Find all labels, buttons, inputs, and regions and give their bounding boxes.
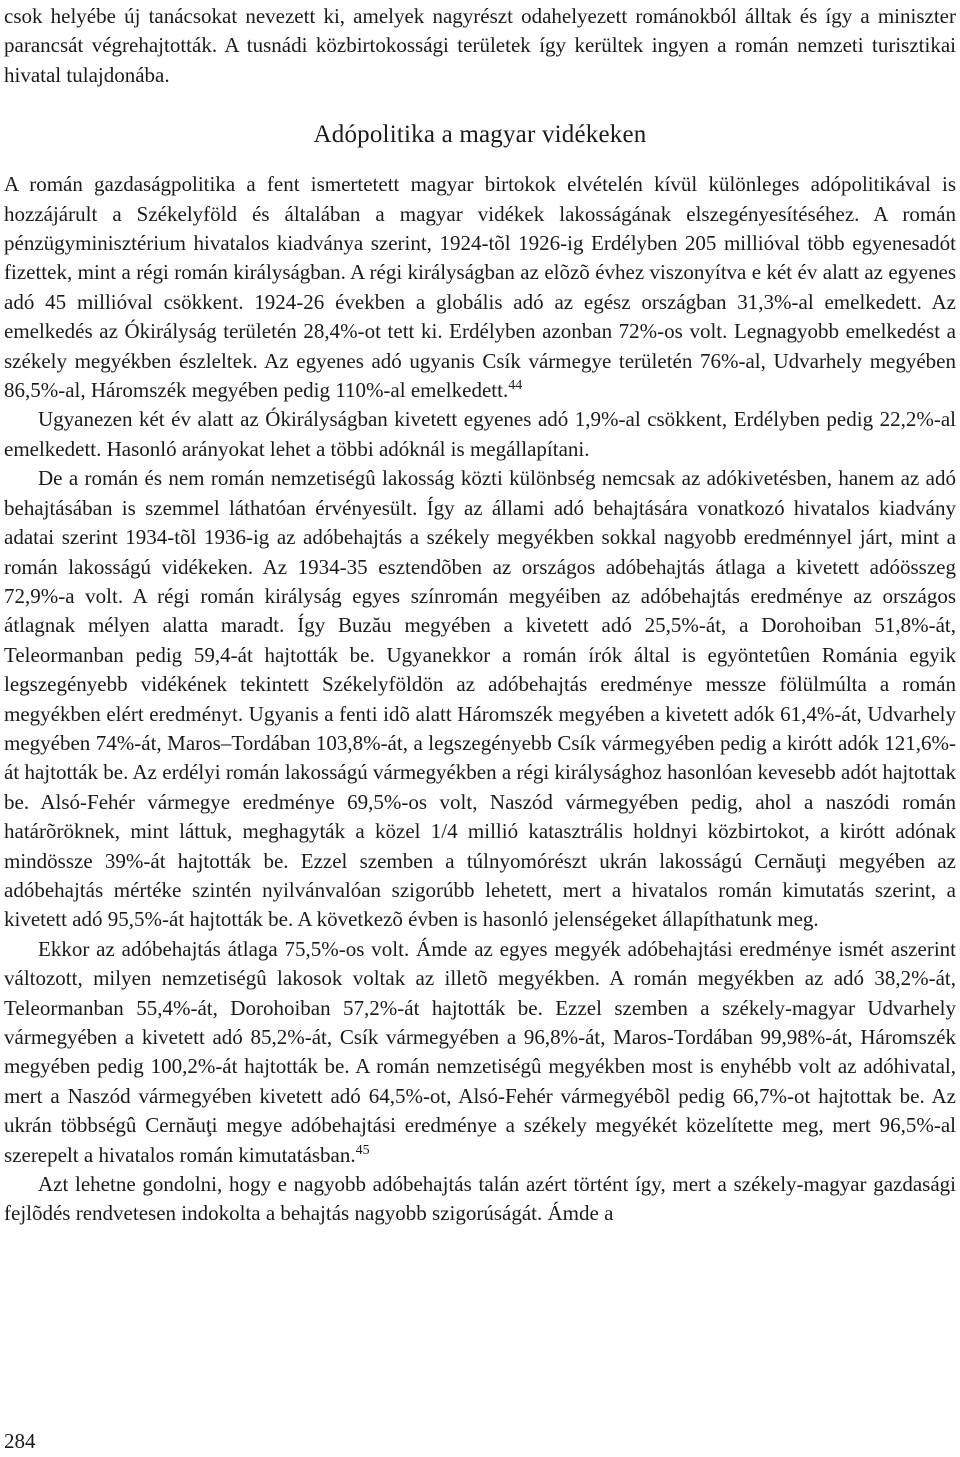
paragraph-text: A román gazdaságpolitika a fent ismertetett magyar birtokok elvételén kívül különleges adópolitikával is hozzájárult a Székelyföld és általában a magyar vidékek lakosságának elszegényesítéséhez. A román pénzügyminisztérium hivatalos kiadványa szerint, 1924-tõl 1926-ig Erdélyben 205 millióval több egyenesadót fizettek, mint a régi román királyságban. A régi királyságban az elõzõ évhez viszonyítva e két év alatt az egyenes adó 45 millióval csökkent. 1924-26 években a globális adó az egész országban 31,3%-al emelkedett. Az emelkedés az Ókirályság területén 28,4%-ot tett ki. Erdélyben azonban 72%-os volt. Legnagyobb emelkedést a székely megyékben észleltek. Az egyenes adó ugyanis Csík vármegye területén 76%-al, Udvarhely megyében 86,5%-al, Háromszék megyében pedig 110%-al emelkedett. bbox=[4, 172, 956, 403]
paragraph-1 bbox=[4, 170, 956, 405]
paragraph-text: De a román és nem román nemzetiségû lakosság közti különbség nemcsak az adókivetésben, hanem az adó behajtásában is szemmel láthatóan érvényesült. Így az állami adó behajtására vonatkozó hivatalos kiadvány adatai szerint 1934-tõl 1936-ig az adóbehajtás a székely megyékben sokkal nagyobb eredménnyel járt, mint a román lakosságú vidékeken. Az 1934-35 esztendõben az országos adóbehajtás átlaga a kivetett adóösszeg 72,9%-a volt. A régi román királyság egyes színromán megyéiben az adóbehajtás eredménye az országos átlagnak mélyen alatta maradt. Így Buzău megyében a kivetett adó 25,5%-át, a Dorohoiban 51,8%-át, Teleormanban pedig 59,4-át hajtották be. Ugyanekkor a román írók által is egyöntetûen Románia egyik legszegényebb vidékének tekintett Székelyföldön az adóbehajtás eredménye messze fölülmúlta a román megyékben elért eredményt. Ugyanis a fenti idõ alatt Háromszék megyében a kivetett adók 61,4%-át, Udvarhely megyében 74%-át, Maros–Tordában 103,8%-át, a legszegényebb Csík vármegyében pedig a kirótt adók 121,6%-át hajtották be. Az erdélyi román lakosságú vármegyékben a régi királysághoz hasonlóan kevesebb adót hajtottak be. Alsó-Fehér vármegye eredménye 69,5%-os volt, Naszód vármegyében pedig, ahol a naszódi román határõröknek, mint láttuk, meghagyták a közel 1/4 millió katasztrális holdnyi közbirtokot, a kirótt adónak mindössze 39%-át hajtották be. Ezzel szemben a túlnyomórészt ukrán lakosságú Cernăuţi megyében az adóbehajtás mértéke szintén nyilvánvalóan szigorúbb lehetett, mert a hivatalos román kimutatás szerint, a kivetett adó 95,5%-át hajtották be. A következõ évben is hasonló jelenségeket állapíthatunk meg. bbox=[4, 466, 956, 932]
paragraph-text: Azt lehetne gondolni, hogy e nagyobb adóbehajtás talán azért történt így, mert a székely-magyar gazdasági fejlõdés rendvetesen indokolta a behajtás nagyobb szigorúságát. Ámde a bbox=[4, 1172, 956, 1226]
paragraph-2 bbox=[4, 405, 956, 464]
section-heading: Adópolitika a magyar vidékeken bbox=[313, 121, 647, 149]
paragraph-5 bbox=[4, 1170, 956, 1229]
document-page bbox=[4, 0, 956, 1229]
paragraph-text: Ekkor az adóbehajtás átlaga 75,5%-os volt. Ámde az egyes megyék adóbehajtási eredménye ismét aszerint változott, milyen nemzetiségû lakosok voltak az illetõ megyékben. A román megyékben az adó 38,2%-át, Teleormanban 55,4%-át, Dorohoiban 57,2%-át hajtották be. Ezzel szemben a székely-magyar Udvarhely vármegyében a kivetett adó 85,2%-át, Csík vármegyében a 96,8%-át, Maros-Tordában 99,98%-át, Háromszék megyében pedig 100,2%-át hajtották be. A román nemzetiségû megyékben most is enyhébb volt az adóhivatal, mert a Naszód vármegyében kivetett adó 64,5%-ot, Alsó-Fehér vármegyébõl pedig 66,7%-ot hajtottak be. Az ukrán többségû Cernăuţi megye adóbehajtási eredménye a székely megyékét közelítette meg, mert 96,5%-al szerepelt a hivatalos román kimutatásban. bbox=[4, 936, 956, 1167]
paragraph-4 bbox=[4, 935, 956, 1170]
paragraph-text: Ugyanezen két év alatt az Ókirályságban kivetett egyenes adó 1,9%-al csökkent, Erdélyben pedig 22,2%-al emelkedett. Hasonló arányokat lehet a többi adóknál is megállapítani. bbox=[4, 407, 956, 461]
footnote-ref[interactable]: 45 bbox=[355, 1142, 370, 1158]
paragraph-3 bbox=[4, 464, 956, 935]
footnote-ref[interactable]: 44 bbox=[508, 378, 523, 394]
page-number: 284 bbox=[4, 1429, 36, 1453]
intro-fragment: csok helyébe új tanácsokat nevezett ki, amelyek nagyrészt odahelyezett románokból álltak és így a miniszter parancsát végrehajtották. A tusnádi közbirtokossági területek így kerültek ingyen a román nemzeti turisztikai hivatal tulajdonába. bbox=[4, 4, 956, 87]
